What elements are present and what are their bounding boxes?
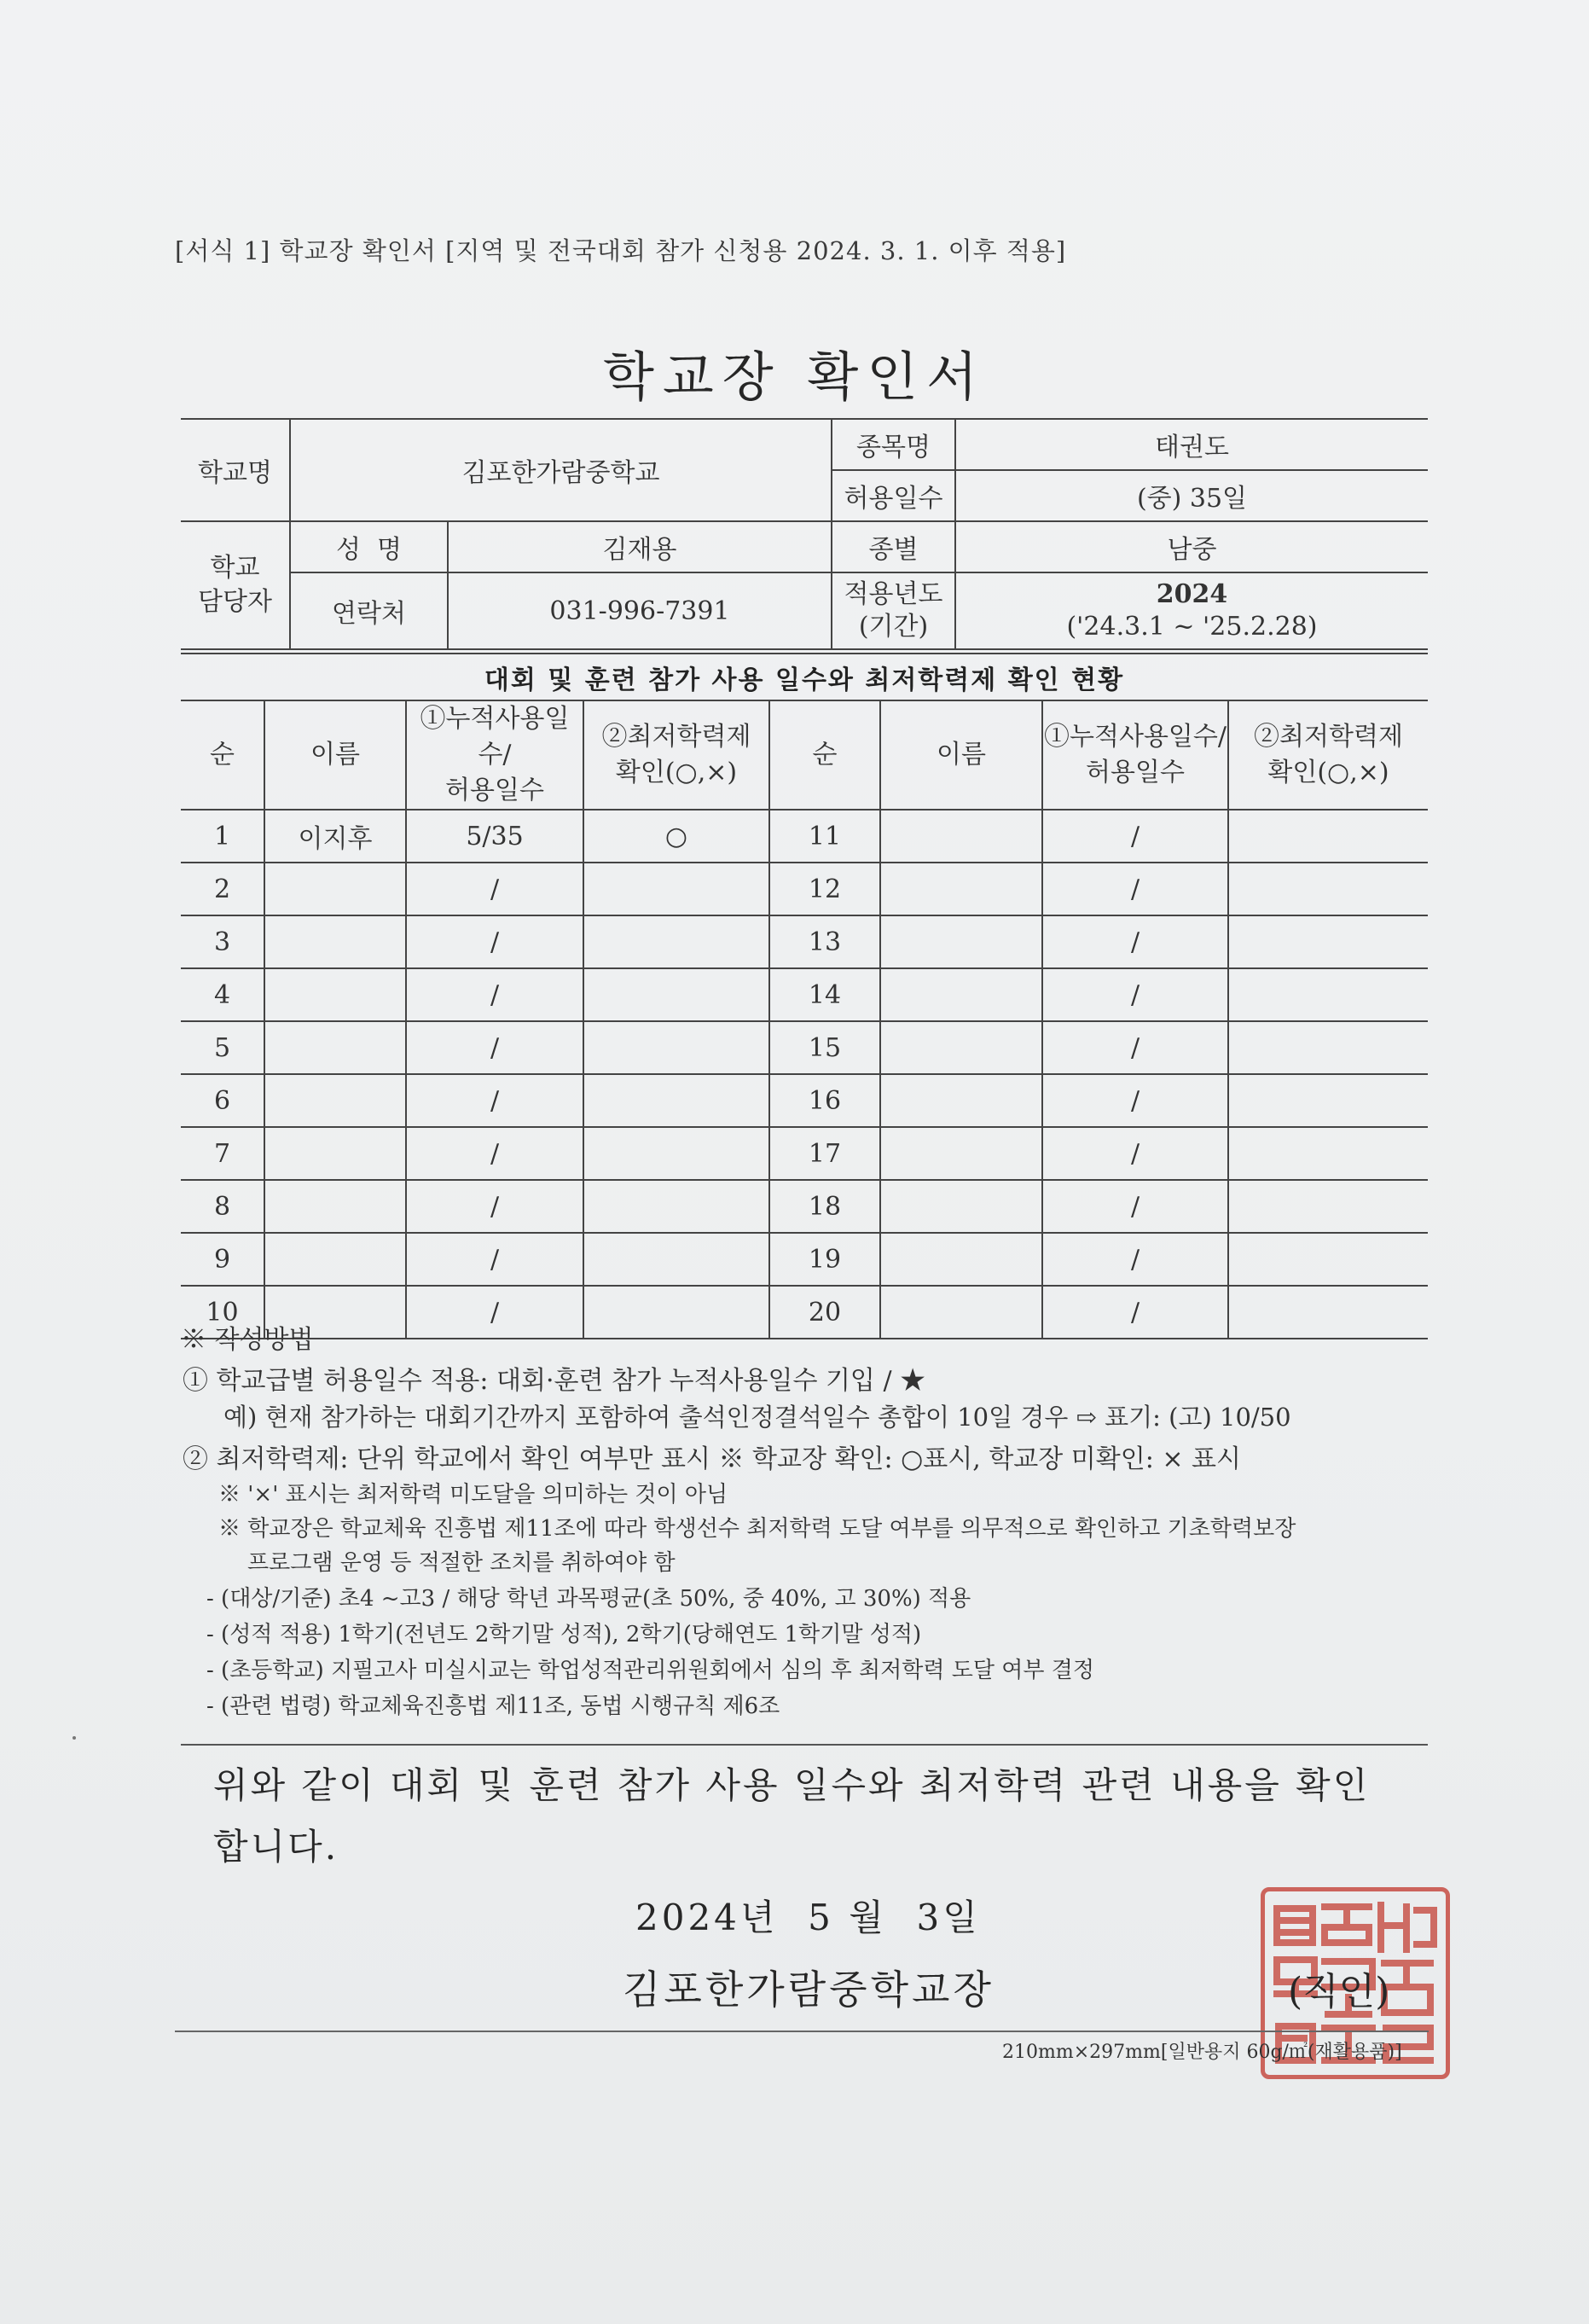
min-academic-check xyxy=(1228,1233,1428,1286)
min-academic-check xyxy=(1228,1180,1428,1233)
column-header: 순 xyxy=(181,700,264,810)
student-name xyxy=(264,1233,406,1286)
min-academic-check xyxy=(583,968,769,1021)
min-academic-check xyxy=(583,1180,769,1233)
min-academic-check xyxy=(1228,863,1428,915)
row-number: 18 xyxy=(769,1180,880,1233)
note-line: ② 최저학력제: 단위 학교에서 확인 여부만 표시 ※ 학교장 확인: ○표시, 학교장 미확인: × 표시 xyxy=(183,1444,1242,1474)
school-value: 김포한가람중학교 xyxy=(290,419,832,521)
info-table xyxy=(181,418,1428,650)
row-number: 19 xyxy=(769,1233,880,1286)
row-number: 13 xyxy=(769,915,880,968)
sport-label: 종목명 xyxy=(832,419,955,470)
min-academic-check xyxy=(1228,1021,1428,1074)
row-number: 3 xyxy=(181,915,264,968)
row-number: 20 xyxy=(769,1286,880,1339)
row-number: 10 xyxy=(181,1286,264,1339)
used-days: / xyxy=(1042,1286,1228,1339)
table-row xyxy=(181,1074,1428,1127)
min-academic-check xyxy=(1228,810,1428,863)
note-line: - (대상/기준) 초4 ~고3 / 해당 학년 과목평균(초 50%, 중 40%, 고 30%) 적용 xyxy=(206,1586,971,1612)
contact-value: 031-996-7391 xyxy=(448,572,832,649)
student-name xyxy=(880,1286,1042,1339)
row-number: 9 xyxy=(181,1233,264,1286)
student-name xyxy=(880,810,1042,863)
min-academic-check xyxy=(1228,968,1428,1021)
days-label: 허용일수 xyxy=(832,470,955,521)
used-days: / xyxy=(406,915,583,968)
column-header: ①누적사용일수/ 허용일수 xyxy=(406,700,583,810)
name-value: 김재용 xyxy=(448,521,832,572)
student-name xyxy=(880,1074,1042,1127)
student-name xyxy=(880,863,1042,915)
row-number: 1 xyxy=(181,810,264,863)
issue-date: 2024년 5 월 3일 xyxy=(635,1897,981,1938)
row-number: 15 xyxy=(769,1021,880,1074)
row-number: 7 xyxy=(181,1127,264,1180)
principal-title: 김포한가람중학교장 xyxy=(623,1967,995,2013)
category-label: 종별 xyxy=(832,521,955,572)
table-header-row xyxy=(181,700,1428,810)
section-divider xyxy=(181,653,1428,654)
column-header: ②최저학력제 확인(○,×) xyxy=(1228,700,1428,810)
used-days: / xyxy=(1042,810,1228,863)
row-number: 4 xyxy=(181,968,264,1021)
student-name xyxy=(880,1180,1042,1233)
used-days: / xyxy=(1042,1180,1228,1233)
manager-label: 학교 담당자 xyxy=(181,521,290,649)
note-line: ※ '×' 표시는 최저학력 미도달을 의미하는 것이 아님 xyxy=(218,1482,728,1508)
row-number: 2 xyxy=(181,863,264,915)
seal-label: (직인) xyxy=(1288,1970,1390,2013)
student-name xyxy=(880,968,1042,1021)
student-name xyxy=(264,968,406,1021)
row-number: 14 xyxy=(769,968,880,1021)
row-number: 11 xyxy=(769,810,880,863)
min-academic-check xyxy=(583,1127,769,1180)
student-name xyxy=(264,1021,406,1074)
column-header: 이름 xyxy=(264,700,406,810)
student-name xyxy=(264,863,406,915)
column-header: 순 xyxy=(769,700,880,810)
student-name xyxy=(880,915,1042,968)
used-days: / xyxy=(1042,1074,1228,1127)
page-title: 학교장 확인서 xyxy=(602,346,987,408)
form-header-note: [서식 1] 학교장 확인서 [지역 및 전국대회 참가 신청용 2024. 3. 1. 이후 적용] xyxy=(175,236,1067,265)
used-days: / xyxy=(406,1074,583,1127)
table-row xyxy=(181,1286,1428,1339)
participation-table xyxy=(181,700,1428,1339)
table-row xyxy=(181,863,1428,915)
used-days: / xyxy=(406,863,583,915)
min-academic-check xyxy=(1228,1074,1428,1127)
column-header: 이름 xyxy=(880,700,1042,810)
table-row xyxy=(181,1233,1428,1286)
note-line: - (관련 법령) 학교체육진흥법 제11조, 동법 시행규칙 제6조 xyxy=(206,1694,780,1719)
min-academic-check xyxy=(583,915,769,968)
student-name xyxy=(880,1233,1042,1286)
min-academic-check xyxy=(583,1286,769,1339)
table-row xyxy=(181,810,1428,863)
used-days: / xyxy=(1042,1021,1228,1074)
used-days: / xyxy=(1042,1127,1228,1180)
used-days: / xyxy=(406,968,583,1021)
note-line: ① 학교급별 허용일수 적용: 대회·훈련 참가 누적사용일수 기입 / ★ xyxy=(183,1366,926,1396)
period-value: ('24.3.1 ~ '25.2.28) xyxy=(1066,612,1318,642)
note-line: ※ 학교장은 학교체육 진흥법 제11조에 따라 학생선수 최저학력 도달 여부를 의무적으로 확인하고 기초학력보장 xyxy=(218,1516,1296,1542)
min-academic-check: ○ xyxy=(583,810,769,863)
row-number: 5 xyxy=(181,1021,264,1074)
confirmation-text: 위와 같이 대회 및 훈련 참가 사용 일수와 최저학력 관련 내용을 확인 xyxy=(213,1764,1371,1806)
row-number: 12 xyxy=(769,863,880,915)
confirmation-text-cont: 합니다. xyxy=(213,1826,339,1868)
min-academic-check xyxy=(1228,1286,1428,1339)
section-title: 대회 및 훈련 참가 사용 일수와 최저학력제 확인 현황 xyxy=(484,665,1125,695)
contact-label: 연락처 xyxy=(290,572,448,649)
note-line: 예) 현재 참가하는 대회기간까지 포함하여 출석인정결석일수 총합이 10일 경우 ⇨ 표기: (고) 10/50 xyxy=(223,1403,1291,1432)
column-header: ①누적사용일수/ 허용일수 xyxy=(1042,700,1228,810)
student-name xyxy=(264,1180,406,1233)
row-number: 6 xyxy=(181,1074,264,1127)
row-number: 17 xyxy=(769,1127,880,1180)
table-row xyxy=(181,1180,1428,1233)
used-days: / xyxy=(406,1127,583,1180)
student-name xyxy=(880,1127,1042,1180)
student-name xyxy=(264,1074,406,1127)
column-header: ②최저학력제 확인(○,×) xyxy=(583,700,769,810)
student-name xyxy=(264,915,406,968)
footer-divider xyxy=(175,2031,1429,2032)
note-line: - (초등학교) 지필고사 미실시교는 학업성적관리위원회에서 심의 후 최저학력 도달 여부 결정 xyxy=(206,1658,1095,1683)
year-label: 적용년도 (기간) xyxy=(832,572,955,649)
table-row xyxy=(181,1127,1428,1180)
used-days: / xyxy=(406,1180,583,1233)
note-line: - (성적 적용) 1학기(전년도 2학기말 성적), 2학기(당해연도 1학기말 성적) xyxy=(206,1622,922,1647)
used-days: / xyxy=(406,1233,583,1286)
divider xyxy=(181,1744,1428,1746)
year-cell xyxy=(955,572,1428,649)
name-label: 성 명 xyxy=(290,521,448,572)
used-days: 5/35 xyxy=(406,810,583,863)
used-days: / xyxy=(1042,968,1228,1021)
used-days: / xyxy=(1042,1233,1228,1286)
row-number: 16 xyxy=(769,1074,880,1127)
year-value: 2024 xyxy=(1156,579,1228,609)
sport-value: 태권도 xyxy=(955,419,1428,470)
min-academic-check xyxy=(583,1233,769,1286)
used-days: / xyxy=(1042,915,1228,968)
min-academic-check xyxy=(583,1074,769,1127)
paper-spec-note: 210mm×297mm[일반용지 60g/㎡(재활용품)] xyxy=(1002,2042,1402,2063)
table-row xyxy=(181,915,1428,968)
note-line: 프로그램 운영 등 적절한 조치를 취하여야 함 xyxy=(247,1550,676,1576)
student-name xyxy=(880,1021,1042,1074)
days-value: (중) 35일 xyxy=(955,470,1428,521)
table-row xyxy=(181,968,1428,1021)
category-value: 남중 xyxy=(955,521,1428,572)
table-row xyxy=(181,1021,1428,1074)
min-academic-check xyxy=(1228,1127,1428,1180)
used-days: / xyxy=(406,1286,583,1339)
paper-speck xyxy=(72,1736,76,1740)
min-academic-check xyxy=(1228,915,1428,968)
table-body xyxy=(181,810,1428,1339)
min-academic-check xyxy=(583,1021,769,1074)
row-number: 8 xyxy=(181,1180,264,1233)
min-academic-check xyxy=(583,863,769,915)
used-days: / xyxy=(1042,863,1228,915)
student-name: 이지후 xyxy=(264,810,406,863)
instructions-heading: ※ 작성방법 xyxy=(181,1325,314,1355)
student-name xyxy=(264,1127,406,1180)
used-days: / xyxy=(406,1021,583,1074)
school-label: 학교명 xyxy=(181,419,290,521)
